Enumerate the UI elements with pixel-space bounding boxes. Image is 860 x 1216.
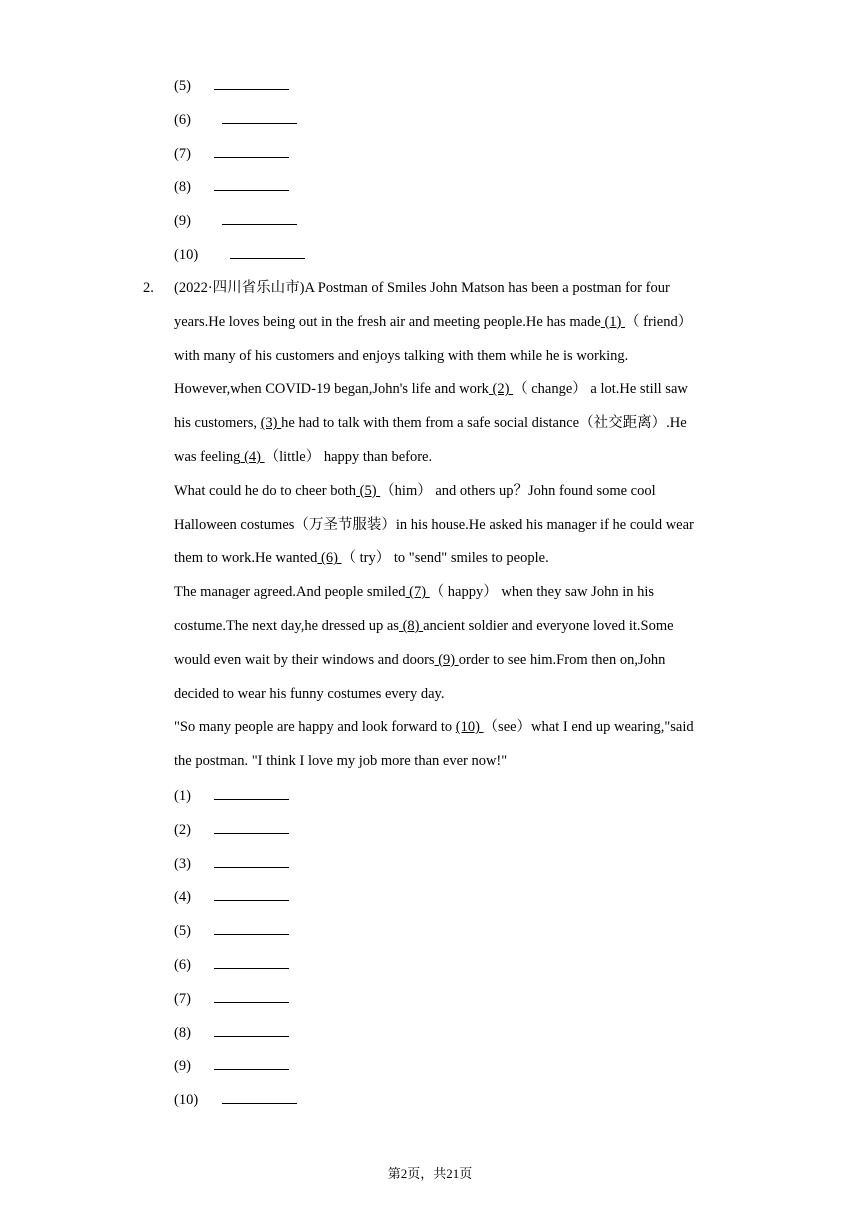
blank-marker: (6)	[317, 550, 342, 567]
passage-line	[174, 583, 654, 601]
blank-marker: (7)	[405, 584, 430, 601]
passage-line	[174, 685, 444, 703]
passage-line	[174, 752, 507, 770]
passage-line	[174, 313, 692, 331]
blank-number: (5)	[174, 78, 191, 94]
passage-text: Halloween costumes（万圣节服装）in his house.He asked his manager if he could wear	[174, 516, 694, 533]
blank-number: (6)	[174, 111, 191, 128]
answer-blank-line[interactable]	[214, 1022, 289, 1037]
page-footer: 第2页，共21页	[387, 1166, 473, 1181]
passage-text: he had to talk with them from a safe social distance（社交距离）.He	[281, 415, 687, 432]
blank-marker: (3)	[260, 415, 282, 432]
blank-number: (9)	[174, 213, 191, 230]
passage-line	[174, 347, 628, 365]
passage-text: the postman. "I think I love my job more than ever now!"	[174, 753, 508, 770]
answer-blank-line[interactable]	[214, 176, 289, 191]
answer-blank-line[interactable]	[214, 75, 289, 90]
passage-text: (2022·四川省乐山市)A Postman of Smiles John Matson has been a postman for four	[174, 280, 670, 296]
passage-line	[174, 651, 665, 669]
answer-blank-row	[174, 988, 289, 1006]
passage-line	[174, 516, 694, 534]
blank-number: (10)	[174, 1092, 199, 1109]
answer-blank-line[interactable]	[222, 1089, 297, 1104]
passage-line	[174, 617, 674, 635]
blank-number: (10)	[174, 247, 199, 263]
blank-marker: (8)	[398, 618, 424, 634]
answer-blank-row	[174, 75, 289, 93]
answer-blank-row	[174, 143, 289, 161]
passage-text: （ try） to "send" smiles to people.	[341, 550, 549, 567]
answer-blank-row	[174, 1089, 297, 1107]
passage-text: "So many people are happy and look forward to	[174, 719, 456, 736]
blank-number: (4)	[174, 889, 191, 906]
passage-line	[174, 279, 670, 297]
passage-text: costume.The next day,he dressed up as	[174, 618, 399, 634]
passage-text: （little） happy than before.	[264, 449, 433, 465]
passage-text: （ friend）	[624, 313, 693, 330]
blank-marker: (9)	[434, 651, 459, 668]
answer-blank-row	[174, 176, 289, 194]
passage-text: However,when COVID-19 began,John's life and work	[174, 381, 489, 398]
passage-text: （see）what I end up wearing,"said	[483, 719, 694, 736]
answer-blank-line[interactable]	[214, 143, 289, 158]
answer-blank-line[interactable]	[222, 109, 297, 124]
blank-number: (7)	[174, 145, 191, 162]
answer-blank-line[interactable]	[214, 954, 289, 969]
answer-blank-row	[174, 819, 289, 837]
answer-blank-line[interactable]	[214, 920, 289, 935]
answer-blank-line[interactable]	[214, 1055, 289, 1070]
blank-marker: (10)	[455, 719, 484, 736]
passage-line	[174, 718, 694, 736]
blank-marker: (5)	[356, 482, 381, 499]
blank-number: (1)	[174, 788, 191, 804]
blank-number: (8)	[174, 1024, 191, 1041]
passage-line	[174, 414, 687, 432]
answer-blank-line[interactable]	[214, 886, 289, 901]
answer-blank-line[interactable]	[214, 988, 289, 1003]
passage-text: （him） and others up？John found some cool	[380, 482, 656, 499]
answer-blank-row	[174, 920, 289, 938]
answer-blank-line[interactable]	[214, 853, 289, 868]
passage-line	[174, 448, 432, 466]
blank-number: (6)	[174, 957, 191, 973]
passage-text: （ change） a lot.He still saw	[513, 381, 688, 398]
blank-number: (8)	[174, 179, 191, 196]
blank-number: (9)	[174, 1058, 191, 1075]
answer-blank-row	[174, 853, 289, 871]
answer-blank-row	[174, 244, 305, 262]
passage-text: his customers,	[174, 415, 261, 432]
answer-blank-row	[174, 210, 297, 228]
answer-blank-row	[174, 109, 297, 127]
passage-text: was feeling	[174, 449, 241, 465]
answer-blank-line[interactable]	[214, 785, 289, 800]
blank-marker: (2)	[488, 381, 514, 398]
passage-text: The manager agreed.And people smiled	[174, 584, 406, 601]
passage-text: decided to wear his funny costumes every day.	[174, 685, 445, 702]
passage-text: with many of his customers and enjoys talking with them while he is working.	[174, 347, 629, 364]
answer-blank-line[interactable]	[222, 210, 297, 225]
blank-number: (2)	[174, 821, 191, 838]
answer-blank-row	[174, 1055, 289, 1073]
blank-marker: (1)	[600, 313, 625, 330]
blank-number: (5)	[174, 923, 191, 940]
passage-text: （ happy） when they saw John in his	[429, 584, 655, 601]
answer-blank-row	[174, 785, 289, 803]
passage-line	[174, 380, 688, 398]
blank-number: (7)	[174, 990, 191, 1007]
passage-text: them to work.He wanted	[174, 550, 318, 567]
blank-number: (3)	[174, 855, 191, 872]
passage-line	[174, 549, 549, 567]
answer-blank-row	[174, 886, 289, 904]
passage-text: What could he do to cheer both	[174, 482, 356, 499]
answer-blank-line[interactable]	[230, 244, 305, 259]
answer-blank-row	[174, 954, 289, 972]
passage-text: would even wait by their windows and doors	[174, 651, 435, 668]
passage-text: years.He loves being out in the fresh air and meeting people.He has made	[174, 313, 601, 330]
question-number: 2.	[143, 280, 154, 296]
passage-text: order to see him.From then on,John	[458, 651, 666, 668]
passage-line	[174, 482, 656, 500]
answer-blank-line[interactable]	[214, 819, 289, 834]
blank-marker: (4)	[240, 449, 265, 465]
passage-text: ancient soldier and everyone loved it.Some	[423, 618, 674, 634]
answer-blank-row	[174, 1022, 289, 1040]
